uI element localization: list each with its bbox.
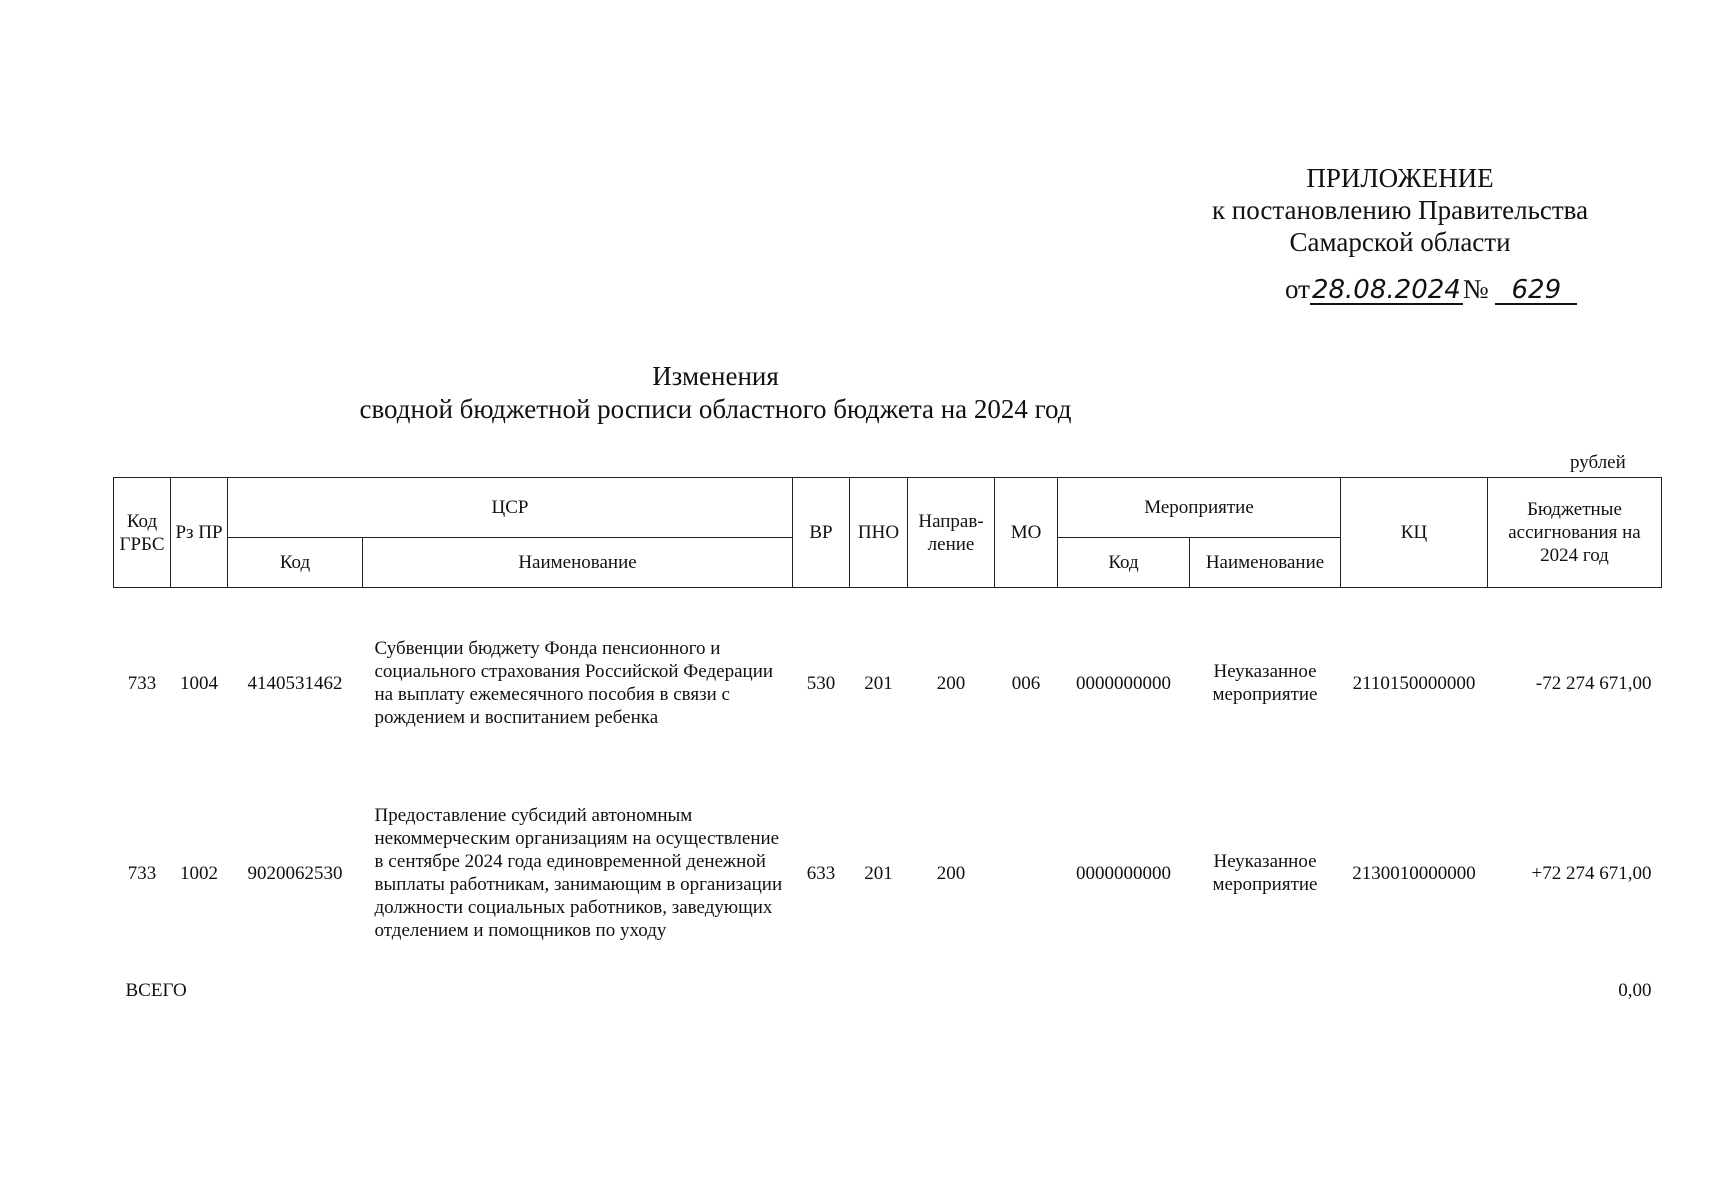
header-pno: ПНО [850,478,908,588]
title-line1: Изменения [652,361,779,391]
cell-vr: 633 [806,862,836,884]
cell-event-name: Неуказанное мероприятие [1212,661,1318,705]
header-csr: ЦСР [228,478,793,538]
cell-amount: -72 274 671,00 [1535,672,1652,694]
appendix-line2: к постановлению Правительства [1211,195,1589,225]
cell-mo [995,778,1058,968]
cell-amount: +72 274 671,00 [1531,862,1652,884]
number-label: № [1462,274,1489,304]
header-csr-code: Код [228,538,363,588]
date-prefix: от [1285,274,1310,304]
header-event-code: Код [1058,538,1190,588]
header-rzpr: Рз ПР [171,478,228,588]
appendix-title: ПРИЛОЖЕНИЕ [1306,163,1494,193]
header-kc: КЦ [1341,478,1488,588]
handwritten-number: 629 [1495,277,1577,305]
cell-rzpr: 1004 [180,672,218,694]
cell-pno: 201 [864,862,893,884]
header-event-name: Наименование [1190,538,1341,588]
cell-event-name: Неуказанное мероприятие [1212,851,1318,895]
total-row [114,968,1662,1013]
cell-kc: 2130010000000 [1352,862,1476,884]
header-mo: МО [995,478,1058,588]
cell-pno: 201 [864,672,893,694]
cell-event-code: 0000000000 [1076,672,1171,694]
appendix-date-line [1285,274,1577,305]
cell-rzpr: 1002 [180,862,218,884]
document-title [0,360,1571,426]
handwritten-date: 28.08.2024 [1311,275,1461,305]
header-direction: Направ-ление [908,478,995,588]
appendix-line3: Самарской области [1289,227,1511,257]
appendix-header [1150,162,1650,258]
header-csr-name: Наименование [363,538,793,588]
total-spacer [363,968,1488,1013]
title-line2: сводной бюджетной росписи областного бюджета на 2024 год [359,394,1072,424]
cell-direction: 200 [936,672,966,694]
header-grbs: Код ГРБС [114,478,171,588]
units-label: рублей [1570,452,1626,473]
cell-grbs: 733 [127,672,157,694]
header-vr: ВР [793,478,850,588]
cell-csr-code: 4140531462 [247,672,343,694]
total-label: ВСЕГО [125,980,187,1001]
cell-event-code: 0000000000 [1076,862,1171,884]
cell-kc: 2110150000000 [1352,672,1476,694]
header-amount: Бюджетные ассигнования на 2024 год [1488,478,1662,588]
cell-vr: 530 [806,672,836,694]
header-event: Мероприятие [1058,478,1341,538]
cell-csr-name: Субвенции бюджету Фонда пенсионного и социального страхования Российской Федерации на выплату ежемесячного пособия в связи с рождением и воспитанием ребенка [374,638,774,728]
total-amount: 0,00 [1618,980,1652,1001]
table-row [114,588,1662,779]
table-row [114,778,1662,968]
cell-mo: 006 [1011,672,1041,694]
cell-direction: 200 [936,862,966,884]
cell-csr-name: Предоставление субсидий автономным некоммерческим организациям на осуществление в сентябре 2024 года единовременной денежной выплаты работникам, занимающим в организации должности социальных работников, заведующих отделением и помощников по уходу [374,805,783,941]
budget-changes-table [113,477,1662,1013]
cell-grbs: 733 [127,862,157,884]
cell-csr-code: 9020062530 [247,862,343,884]
